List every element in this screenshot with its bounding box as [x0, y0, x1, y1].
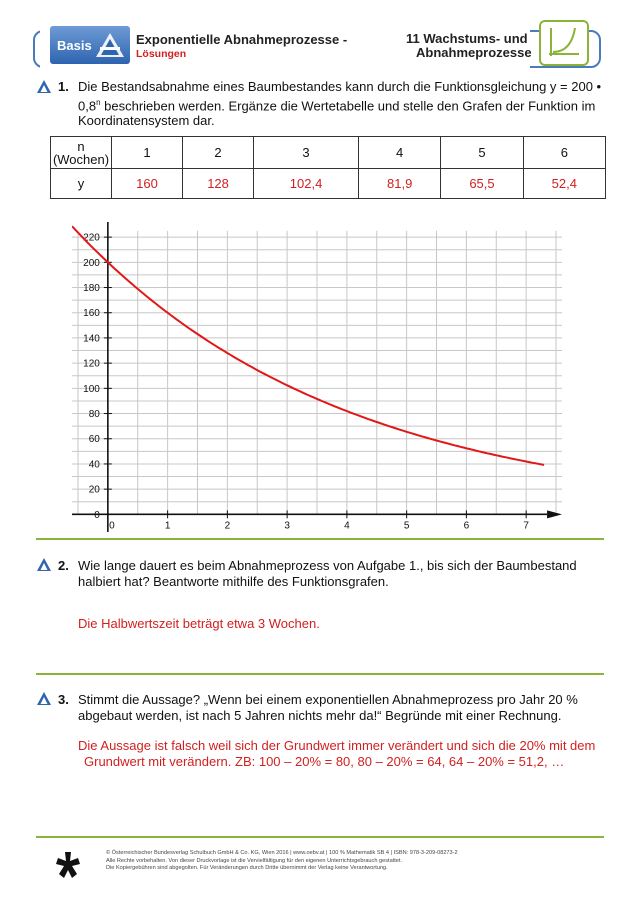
y-tick-label: 80 — [88, 409, 100, 421]
task-1-line-1: Die Bestandsabnahme eines Baumbestandes kann durch die Funktionsgleichung y = 200 • — [78, 79, 602, 94]
task-1-text — [78, 79, 608, 129]
growth-curve-icon — [539, 20, 589, 66]
copyright-line-2: Alle Rechte vorbehalten. Von dieser Druckvorlage ist die Vervielfältigung für den eigenen Unterrichtsgebrauch gestattet. — [106, 857, 403, 864]
table-cell-n: 6 — [523, 137, 605, 169]
x-tick-label: 7 — [523, 520, 529, 532]
chapter-title — [406, 32, 532, 60]
table-cell-n: 3 — [254, 137, 359, 169]
chapter-line-2: Abnahmeprozesse — [416, 45, 532, 60]
table-cell-n: 5 — [441, 137, 523, 169]
task-1-base: 0,8 — [78, 97, 97, 113]
task-3-icon — [37, 692, 51, 705]
y-tick-label: 20 — [88, 484, 100, 496]
x-tick-label: 2 — [224, 520, 231, 532]
table-cell-y: 128 — [183, 169, 254, 199]
basis-logo — [50, 26, 130, 64]
y-tick-label: 60 — [88, 434, 100, 446]
copyright-line-3: Die Kopiergebühren sind abgegolten. Für Veränderungen durch Dritte übernimmt der Verlag keine Verantwortung. — [106, 865, 388, 871]
y-tick-label: 40 — [88, 459, 100, 471]
worksheet-title: Exponentielle Abnahmeprozesse - — [136, 32, 348, 47]
chapter-line-1: 11 Wachstums- und — [406, 31, 528, 46]
task-2-answer: Die Halbwertszeit beträgt etwa 3 Wochen. — [78, 616, 320, 631]
basis-logo-text: Basis — [57, 38, 92, 53]
x-tick-label: 1 — [164, 520, 171, 532]
task-3-text — [78, 692, 608, 723]
table-cell-y: 52,4 — [523, 169, 605, 199]
table-cell-y: 81,9 — [359, 169, 441, 199]
task-3-line-1: Stimmt die Aussage? „Wenn bei einem exponentiellen Abnahmeprozess pro Jahr 20 % — [78, 692, 578, 707]
worksheet-subtitle: Lösungen — [136, 48, 187, 60]
y-tick-label: 220 — [83, 232, 100, 244]
task-1-exponent: n — [96, 97, 101, 107]
task-3-number: 3. — [58, 692, 69, 707]
x-tick-label: 0 — [109, 520, 115, 532]
table-header-y: y — [51, 169, 112, 199]
task-3-answer-line-1: Die Aussage ist falsch weil sich der Grundwert immer verändert und sich die 20% mit dem — [78, 738, 596, 753]
y-tick-label: 120 — [83, 358, 100, 370]
y-tick-label: 180 — [83, 283, 100, 295]
y-tick-label: 0 — [94, 509, 100, 521]
table-cell-y: 102,4 — [254, 169, 359, 199]
y-tick-label: 200 — [83, 257, 100, 269]
x-axis-arrow — [547, 510, 562, 518]
table-header-n: n (Wochen) — [51, 137, 112, 169]
task-1-icon — [37, 80, 51, 93]
section-divider — [36, 538, 604, 540]
task-1-line-3: Koordinatensystem dar. — [78, 113, 215, 129]
task-2-line-2: halbiert hat? Beantworte mithilfe des Funktionsgrafen. — [78, 573, 389, 589]
task-3-answer-line-2: Grundwert mit verändern. ZB: 100 – 20% = 80, 80 – 20% = 64, 64 – 20% = 51,2, … — [84, 754, 565, 769]
task-2-icon — [37, 558, 51, 571]
table-cell-n: 1 — [112, 137, 183, 169]
table-cell-n: 2 — [183, 137, 254, 169]
y-tick-label: 160 — [83, 308, 100, 320]
value-table — [50, 136, 606, 199]
copyright-notice — [106, 850, 458, 873]
task-1-line-2: beschrieben werden. Ergänze die Wertetabelle und stelle den Grafen der Funktion im — [100, 97, 596, 113]
table-cell-y: 160 — [112, 169, 183, 199]
x-tick-label: 6 — [463, 520, 470, 532]
section-divider — [36, 673, 604, 675]
x-tick-label: 4 — [344, 520, 350, 532]
task-2-text — [78, 558, 608, 589]
table-row-y — [51, 169, 606, 199]
copyright-line-1: © Österreichischer Bundesverlag Schulbuch GmbH & Co. KG, Wien 2016 | www.oebv.at | 100 % Mathematik SB 4 | ISBN: 978-3-209-08273-2 — [106, 850, 458, 856]
table-cell-y: 65,5 — [441, 169, 523, 199]
table-cell-n: 4 — [359, 137, 441, 169]
x-tick-label: 5 — [403, 520, 410, 532]
y-tick-label: 100 — [83, 383, 100, 395]
y-tick-label: 140 — [83, 333, 100, 345]
section-divider — [36, 836, 604, 838]
task-2-number: 2. — [58, 558, 69, 573]
task-3-answer — [78, 738, 608, 770]
task-2-line-1: Wie lange dauert es beim Abnahmeprozess von Aufgabe 1., bis sich der Baumbestand — [78, 558, 577, 573]
coordinate-system-chart — [72, 222, 562, 532]
pyramid-icon — [94, 31, 126, 59]
task-1-number: 1. — [58, 79, 69, 94]
publisher-logo-icon — [55, 852, 81, 880]
table-row-n — [51, 137, 606, 169]
task-3-line-2: abgebaut werden, ist nach 5 Jahren nichts mehr da!“ Begründe mit einer Rechnung. — [78, 707, 562, 723]
x-tick-label: 3 — [284, 520, 290, 532]
